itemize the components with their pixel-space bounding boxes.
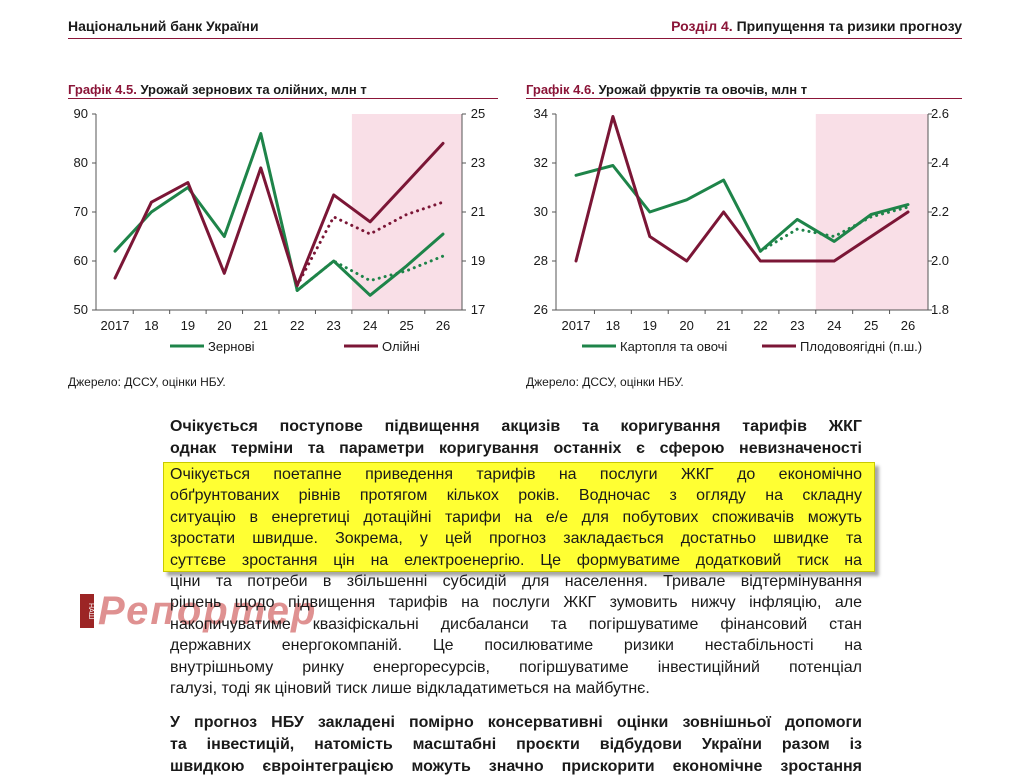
paragraph-line: зростати швидше. Зокрема, у цей прогноз закладається достатньо швидке та [170,530,862,548]
paragraph-line: обґрунтованих рівнів протягом кількох років. Водночас з огляду на складну [170,487,862,505]
x-tick-label: 21 [716,318,731,333]
chart1-title-divider [68,98,498,99]
paragraph-line: ситуацію в енергетиці дотаційні тарифи на е/е для побутових споживачів можуть [170,508,862,526]
x-tick-label: 20 [217,318,232,333]
x-tick-label: 18 [605,318,621,333]
chart1-title-text: Урожай зернових та олійних, млн т [140,82,367,97]
x-tick-label: 24 [362,318,378,333]
left-tick-label: 50 [73,302,88,317]
x-tick-label: 19 [180,318,196,333]
legend-label: Плодовоягідні (п.ш.) [800,339,923,354]
left-tick-label: 70 [73,204,88,219]
paragraph-line: рішень щодо підвищення тарифів на послуги ЖКГ зумовить нижчу інфляцію, але [170,594,862,612]
x-tick-label: 21 [253,318,269,333]
x-tick-label: 25 [399,318,414,333]
heading-line: У прогноз НБУ закладені помірно консервативні оцінки зовнішньої допомоги [170,714,862,731]
chart2-title-text: Урожай фруктів та овочів, млн т [598,82,808,97]
heading-line: та інвестицій, натомість масштабні проєкти відбудови України разом із [170,736,862,753]
x-tick-label: 19 [642,318,658,333]
right-tick-label: 21 [470,204,486,219]
paragraph-line: Очікується поетапне приведення тарифів на послуги ЖКГ до економічно [170,466,862,483]
x-tick-label: 22 [289,318,305,333]
header-section-prefix: Розділ 4. [671,18,733,34]
right-tick-label: 17 [470,302,486,317]
right-tick-label: 19 [470,253,486,268]
x-tick-label: 2017 [561,318,591,333]
chart2-source: Джерело: ДССУ, оцінки НБУ. [526,375,684,389]
x-tick-label: 23 [790,318,805,333]
left-tick-label: 34 [533,106,548,121]
right-tick-label: 2.4 [930,155,950,170]
right-tick-label: 2.0 [930,253,950,268]
header-section [671,18,962,34]
x-tick-label: 18 [144,318,159,333]
right-tick-label: 2.2 [930,204,950,219]
legend-label: Картопля та овочі [620,339,728,354]
left-tick-label: 30 [533,204,548,219]
x-tick-label: 23 [326,318,341,333]
header-section-title: Припущення та ризики прогнозу [736,18,962,34]
heading-line: однак терміни та параметри коригування останніх є сферою невизначеності [170,440,862,457]
paragraph-tariffs [170,464,862,699]
legend-label: Олійні [382,339,420,354]
x-tick-label: 20 [679,318,694,333]
chart1-source: Джерело: ДССУ, оцінки НБУ. [68,375,226,389]
x-tick-label: 26 [900,318,916,333]
x-tick-label: 26 [435,318,451,333]
left-tick-label: 26 [533,302,548,317]
paragraph-line: ціни та потреби в збільшенні субсидій для населення. Тривале відтермінування [170,573,862,591]
left-tick-label: 60 [73,253,88,268]
chart1-title [68,82,367,97]
right-tick-label: 23 [470,155,486,170]
x-tick-label: 2017 [100,318,130,333]
left-tick-label: 28 [533,253,548,268]
left-tick-label: 32 [533,155,548,170]
chart2-number: Графік 4.6. [526,82,595,97]
heading-line: Очікується поступове підвищення акцизів та коригування тарифів ЖКГ [170,418,862,435]
right-tick-label: 2.6 [930,106,950,121]
paragraph-line: внутрішньому ринку енергоресурсів, погіршуватиме інвестиційний потенціал [170,658,862,676]
paragraph-line: накопичуватиме квазіфіскальні дисбаланси та погіршуватиме фінансовий стан [170,615,862,633]
section-heading-tariffs [170,416,862,460]
x-tick-label: 24 [826,318,842,333]
right-tick-label: 1.8 [930,302,950,317]
left-tick-label: 80 [73,155,88,170]
legend-label: Зернові [208,339,255,354]
chart2-title [526,82,807,97]
chart-fruit-vegetable [518,104,968,354]
header-org: Національний банк України [68,18,259,34]
section-heading-aid [170,712,862,778]
paragraph-line: державних енергокомпаній. Це посилюватиме ризики нестабільності на [170,637,862,655]
watermark-badge: НАШ [80,594,94,628]
forecast-shade [816,114,928,310]
chart2-title-divider [526,98,962,99]
chart1-number: Графік 4.5. [68,82,137,97]
x-tick-label: 22 [753,318,768,333]
x-tick-label: 25 [863,318,879,333]
paragraph-line: галузі, тоді як ціновий тиск лише відкладатиметься на майбутнє. [170,680,650,698]
left-tick-label: 90 [73,106,88,121]
right-tick-label: 25 [470,106,486,121]
paragraph-line: суттєве зростання цін на електроенергію. Це формуватиме додатковий тиск на [170,551,862,569]
chart-grain-oilseed [62,104,502,354]
watermark-text: Репортер [98,589,318,633]
header-divider [68,38,962,39]
heading-line: швидкою євроінтеграцією можуть значно прискорити економічне зростання [170,758,862,775]
